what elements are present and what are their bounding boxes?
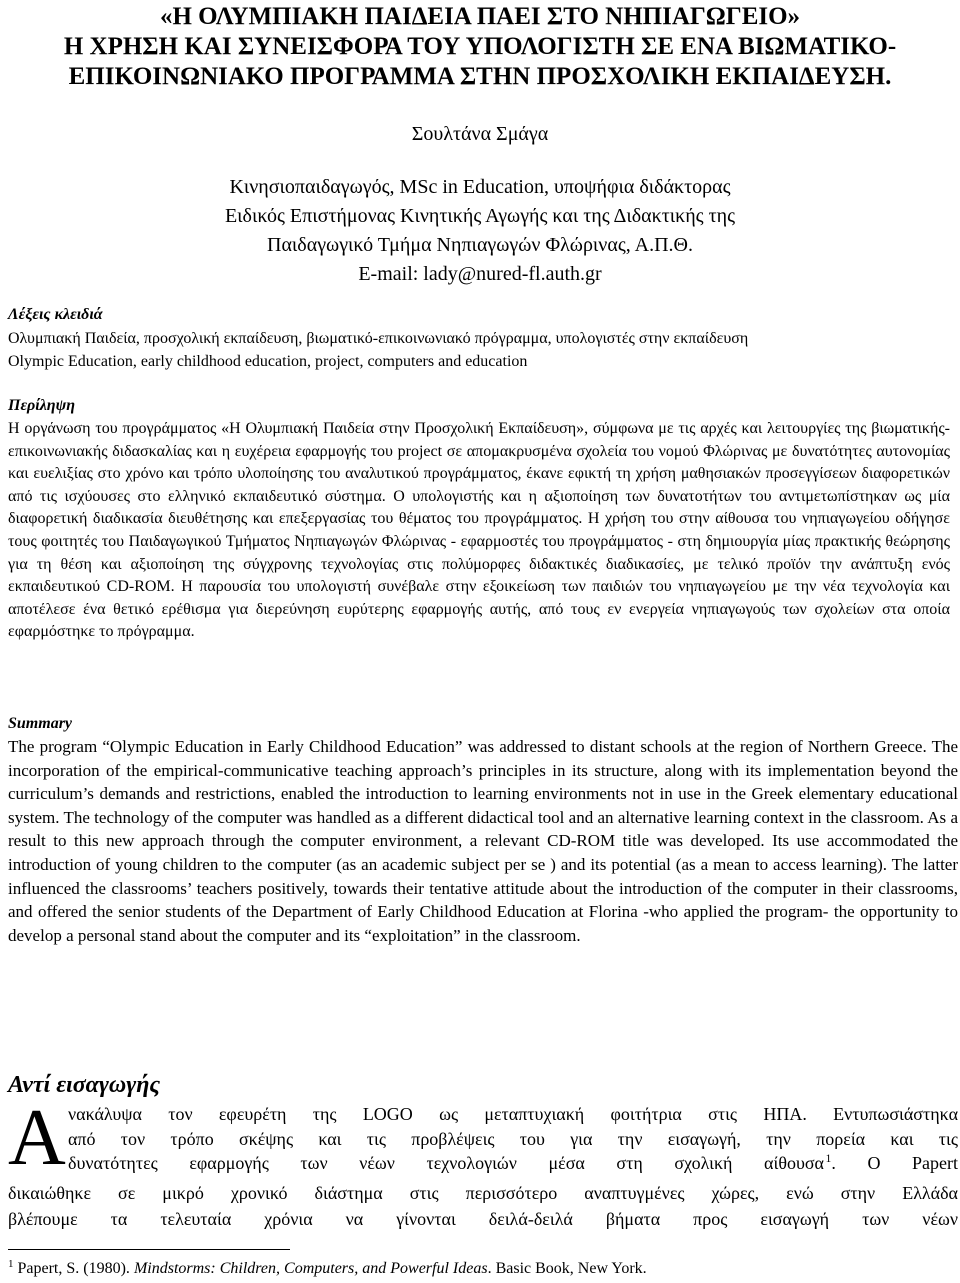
intro-line-4: δικαιώθηκε σε μικρό χρονικό διάστημα στις περισσότερο αναπτυγμένες χώρες, ενώ στην Ελλάδα <box>8 1183 958 1203</box>
title-line-3: ΕΠΙΚΟΙΝΩΝΙΑΚΟ ΠΡΟΓΡΑΜΜΑ ΣΤΗΝ ΠΡΟΣΧΟΛΙΚΗ ΕΚΠΑΙΔΕΥΣΗ. <box>68 63 892 90</box>
intro-line-3 <box>68 1151 958 1176</box>
abstract-greek-text: Η οργάνωση του προγράμματος «Η Ολυμπιακή Παιδεία στην Προσχολική Εκπαίδευση», σύμφωνα με τις αρχές και λειτουργίες της βιωματικής-επικοινωνιακής διδασκαλίας και η ευχέρεια εφαρμογής του project σε απομακρυσμένα σχολεία του νομού Φλώρινας με δυνατότητες αυτονομίας και ευελιξίας στο χρόνο και τρόπο υλοποίησης του αναλυτικού προγράμματος, έκανε εφικτή τη χρήση μαθησιακών προσεγγίσεων διαφορετικών από τις ισχύουσες στο ελληνικό εκπαιδευτικό σύστημα. Ο υπολογιστής και η αξιοποίηση των δυνατοτήτων του αντιμετωπίστηκαν ως μία διαφορετική διαδικασία διευθέτησης και επεξεργασίας του θέματος του προγράμματος. Η χρήση του στην αίθουσα του νηπιαγωγείου οδήγησε τους φοιτητές του Παιδαγωγικού Τμήματος Νηπιαγωγών Φλώρινας - εφαρμοστές του προγράμματος - στη δημιουργία μίας πρακτικής θεώρησης για τη θέση και αξιοποίηση της σύγχρονης τεχνολογίας στις πολύμορφες διδακτικές διαδικασίες, με τελικό προϊόν την ανάπτυξη ενός εκπαιδευτικού CD-ROM. Η παρουσία του υπολογιστή συνέβαλε στην εξοικείωση των παιδιών του νηπιαγωγείου με την νέα τεχνολογία και αποτέλεσε ένα θετικό ερέθισμα για διερεύνηση ευρύτερης εφαρμογής αυτής, από τους εν ενεργεία νηπιαγωγούς των σχολείων στα οποία εφαρμόστηκε το πρόγραμμα. <box>8 420 950 641</box>
drop-cap-letter: Α <box>8 1094 66 1182</box>
footnote <box>8 1259 647 1279</box>
author-name: Σουλτάνα Σμάγα <box>411 123 549 145</box>
footnote-book-title: Mindstorms: Children, Computers, and Powerful Ideas <box>133 1260 488 1277</box>
keywords-heading: Λέξεις κλειδιά <box>8 306 103 323</box>
intro-paragraph-top <box>68 1102 958 1176</box>
footnote-citation-start: Papert, S. (1980). <box>13 1260 134 1277</box>
footnote-number: 1 <box>8 1258 14 1270</box>
author-email: E-mail: lady@nured-fl.auth.gr <box>358 263 602 285</box>
intro-line-2: από τον τρόπο σκέψης και τις προβλέψεις του για την εισαγωγή, την πορεία και τις <box>68 1128 958 1149</box>
keywords-greek: Ολυμπιακή Παιδεία, προσχολική εκπαίδευση, βιωματικό-επικοινωνιακό πρόγραμμα, υπολογιστές στην εκπαίδευση <box>8 330 749 347</box>
intro-line-3-text: δυνατότητες εφαρμογής των νέων τεχνολογιών μέσα στη σχολική αίθουσα <box>68 1153 824 1173</box>
footnote-reference[interactable]: 1 <box>825 1152 832 1165</box>
intro-line-1: νακάλυψα τον εφευρέτη της LOGO ως μεταπτυχιακή φοιτήτρια στις ΗΠΑ. Εντυπωσιάστηκα <box>68 1104 958 1124</box>
title-line-2: Η ΧΡΗΣΗ ΚΑΙ ΣΥΝΕΙΣΦΟΡΑ ΤΟΥ ΥΠΟΛΟΓΙΣΤΗ ΣΕ ΕΝΑ ΒΙΩΜΑΤΙΚΟ- <box>63 33 897 60</box>
summary-heading: Summary <box>8 715 73 732</box>
keywords-english: Olympic Education, early childhood education, project, computers and education <box>8 353 528 370</box>
intro-line-3-tail: . Ο Papert <box>831 1153 958 1173</box>
affiliation-line-3: Παιδαγωγικό Τμήμα Νηπιαγωγών Φλώρινας, Α.Π.Θ. <box>267 234 693 256</box>
paper-title <box>0 2 960 92</box>
intro-line-5: βλέπουμε τα τελευταία χρόνια να γίνονται δειλά-δειλά βήματα προς εισαγωγή των νέων <box>8 1209 958 1229</box>
intro-paragraph-bottom <box>8 1180 958 1232</box>
intro-heading: Αντί εισαγωγής <box>8 1072 161 1098</box>
footnote-divider <box>8 1249 290 1250</box>
keywords-block <box>8 327 948 373</box>
author-affiliation <box>0 173 960 289</box>
affiliation-line-1: Κινησιοπαιδαγωγός, MSc in Education, υποψήφια διδάκτορας <box>229 176 731 198</box>
affiliation-line-2: Ειδικός Επιστήμονας Κινητικής Αγωγής και της Διδακτικής της <box>224 205 736 227</box>
title-line-1: «Η ΟΛΥΜΠΙΑΚΗ ΠΑΙΔΕΙΑ ΠΑΕΙ ΣΤΟ ΝΗΠΙΑΓΩΓΕΙΟ» <box>159 3 801 30</box>
abstract-heading: Περίληψη <box>8 397 76 414</box>
summary-english-text: The program “Olympic Education in Early Childhood Education” was addressed to distant schools at the region of Northern Greece. The incorporation of the empirical-communicative teaching approach’s principles in its structure, along with its implementation beyond the curriculum’s demands and restrictions, enabled the introduction to learning environments not in use in the Greek elementary educational system. The technology of the computer was handled as a different didactical tool and an alternative learning context in the classroom. As a result to this new approach through the computer environment, a relevant CD-ROM title was developed. Its use accommodated the introduction of young children to the computer (as an academic subject per se ) and its potential (as a mean to access learning). The latter influenced the classrooms’ teachers positively, towards their tentative attitude about the introduction of the computer in their classrooms, and offered the senior students of the Department of Early Childhood Education at Florina -who applied the program- the opportunity to develop a personal stand about the computer and its “exploitation” in the classroom. <box>8 737 958 945</box>
footnote-citation-end: . Basic Book, New York. <box>487 1260 647 1277</box>
